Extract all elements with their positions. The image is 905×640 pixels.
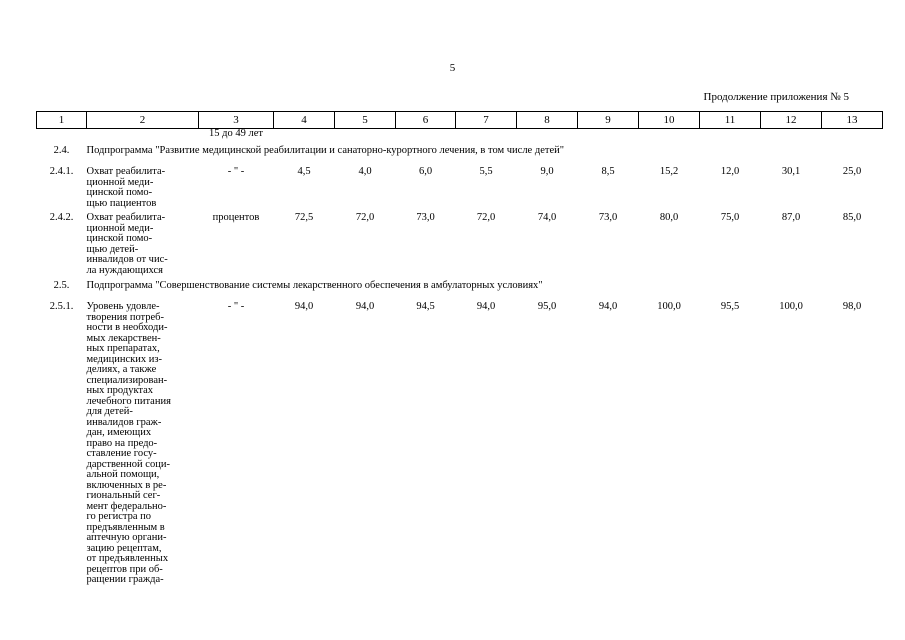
indicator-name-line: лечебного питания bbox=[86, 395, 171, 407]
indicator-name-line: ционной меди- bbox=[86, 222, 154, 234]
column-header: 4 bbox=[274, 112, 335, 129]
value-cell: 72,0 bbox=[476, 212, 496, 223]
indicator-name-line: зацию рецептам, bbox=[86, 542, 162, 554]
unit-cell: - " - bbox=[227, 301, 245, 312]
column-header: 11 bbox=[700, 112, 761, 129]
value-cell: 30,1 bbox=[781, 166, 801, 177]
indicator-name-line: инвалидов граж- bbox=[86, 416, 162, 428]
appendix-continuation-label: Продолжение приложения № 5 bbox=[703, 91, 849, 103]
indicator-name-line: включенных в ре- bbox=[86, 479, 167, 491]
value-cell: 25,0 bbox=[842, 166, 862, 177]
indicator-name bbox=[87, 299, 199, 586]
indicator-name-line: ла нуждающихся bbox=[86, 264, 163, 276]
value-cell: 100,0 bbox=[779, 301, 803, 312]
value-cell: 85,0 bbox=[842, 212, 862, 223]
indicator-name-line: рецептов при об- bbox=[86, 563, 163, 575]
indicator-name-line: делиях, а также bbox=[86, 364, 157, 375]
value-cell: 94,0 bbox=[598, 301, 618, 312]
column-header: 6 bbox=[396, 112, 456, 129]
page-number: 5 bbox=[449, 62, 456, 74]
value-cell: 80,0 bbox=[659, 212, 679, 223]
indicator-code: 2.4.1. bbox=[49, 166, 74, 177]
indicator-name-line: для детей- bbox=[86, 406, 133, 417]
indicators-table bbox=[36, 111, 883, 586]
indicator-name-line: цинской помо- bbox=[86, 233, 153, 244]
indicator-code: 2.5.1. bbox=[49, 301, 74, 312]
column-header: 3 bbox=[199, 112, 274, 129]
indicator-name-line: Охват реабилита- bbox=[86, 166, 166, 177]
value-cell: 6,0 bbox=[418, 166, 433, 177]
indicator-name-line: ращении гражда- bbox=[86, 574, 164, 585]
indicator-name-line: ности в необходи- bbox=[86, 322, 168, 333]
value-cell: 73,0 bbox=[598, 212, 618, 223]
value-cell: 95,5 bbox=[720, 301, 740, 312]
indicator-name-line: ных препаратах, bbox=[86, 343, 160, 354]
value-cell: 94,0 bbox=[355, 301, 375, 312]
indicator-name-line: от предъявленных bbox=[86, 553, 169, 564]
section-row bbox=[37, 276, 883, 299]
value-cell: 95,0 bbox=[537, 301, 557, 312]
section-code: 2.4. bbox=[53, 145, 70, 156]
value-cell: 12,0 bbox=[720, 166, 740, 177]
column-header: 5 bbox=[335, 112, 396, 129]
value-cell: 87,0 bbox=[781, 212, 801, 223]
indicator-name-line: дарственной соци- bbox=[86, 458, 170, 470]
section-title: Подпрограмма "Развитие медицинской реабилитации и санаторно-курортного лечения, в том числе детей" bbox=[86, 145, 565, 156]
carryover-row bbox=[37, 129, 883, 142]
value-cell: 72,5 bbox=[294, 212, 314, 223]
value-cell: 5,5 bbox=[479, 166, 493, 177]
indicator-name-line: специализирован- bbox=[86, 374, 168, 386]
indicator-name-line: инвалидов от чис- bbox=[86, 254, 168, 265]
column-header: 10 bbox=[639, 112, 700, 129]
value-cell: 4,0 bbox=[358, 166, 372, 177]
value-cell: 15,2 bbox=[659, 166, 679, 177]
indicator-name-line: Уровень удовле- bbox=[86, 301, 160, 312]
value-cell: 8,5 bbox=[601, 166, 615, 177]
indicator-name-line: право на предо- bbox=[86, 437, 158, 449]
indicator-name-line: дан, имеющих bbox=[86, 427, 152, 438]
value-cell: 9,0 bbox=[540, 166, 554, 177]
carryover-unit-text: 15 до 49 лет bbox=[209, 128, 263, 139]
indicator-name-line: мент федерально- bbox=[86, 500, 167, 512]
indicator-name bbox=[87, 209, 199, 276]
table-row bbox=[37, 164, 883, 209]
table-row bbox=[37, 299, 883, 586]
value-cell: 75,0 bbox=[720, 212, 740, 223]
value-cell: 74,0 bbox=[537, 212, 557, 223]
indicator-name-line: гиональный сег- bbox=[86, 490, 161, 501]
column-header: 8 bbox=[517, 112, 578, 129]
column-header: 9 bbox=[578, 112, 639, 129]
column-header: 1 bbox=[37, 112, 87, 129]
section-title: Подпрограмма "Совершенствование системы лекарственного обеспечения в амбулаторных условиях" bbox=[86, 280, 543, 291]
value-cell: 4,5 bbox=[297, 166, 311, 177]
column-header: 2 bbox=[87, 112, 199, 129]
unit-cell: процентов bbox=[212, 212, 260, 223]
indicator-name-line: ставление госу- bbox=[86, 448, 157, 459]
value-cell: 72,0 bbox=[355, 212, 375, 223]
column-header: 7 bbox=[456, 112, 517, 129]
indicator-name bbox=[87, 164, 199, 209]
unit-cell: - " - bbox=[227, 166, 245, 177]
value-cell: 94,5 bbox=[416, 301, 435, 312]
indicator-name-line: предъявленным в bbox=[86, 521, 165, 533]
indicator-name-line: щью пациентов bbox=[86, 197, 157, 209]
value-cell: 98,0 bbox=[842, 301, 862, 312]
indicator-code: 2.4.2. bbox=[49, 212, 74, 223]
value-cell: 94,0 bbox=[476, 301, 496, 312]
table-row bbox=[37, 209, 883, 276]
indicator-name-line: цинской помо- bbox=[86, 187, 153, 198]
indicator-name-line: медицинских из- bbox=[86, 353, 163, 365]
section-row bbox=[37, 141, 883, 164]
indicator-name-line: творения потреб- bbox=[86, 311, 165, 323]
indicator-name-line: альной помощи, bbox=[86, 469, 160, 480]
value-cell: 94,0 bbox=[294, 301, 314, 312]
indicator-name-line: щью детей- bbox=[86, 243, 139, 255]
indicator-name-line: аптечную органи- bbox=[86, 532, 167, 543]
indicator-name-line: Охват реабилита- bbox=[86, 212, 166, 223]
column-header: 12 bbox=[761, 112, 822, 129]
column-header: 13 bbox=[822, 112, 883, 129]
value-cell: 100,0 bbox=[657, 301, 681, 312]
section-code: 2.5. bbox=[53, 280, 70, 291]
indicator-name-line: мых лекарствен- bbox=[86, 332, 161, 344]
table-header-row bbox=[37, 112, 883, 129]
indicator-name-line: го регистра по bbox=[86, 511, 152, 522]
indicator-name-line: ционной меди- bbox=[86, 176, 154, 188]
indicator-name-line: ных продуктах bbox=[86, 385, 154, 396]
value-cell: 73,0 bbox=[416, 212, 435, 223]
